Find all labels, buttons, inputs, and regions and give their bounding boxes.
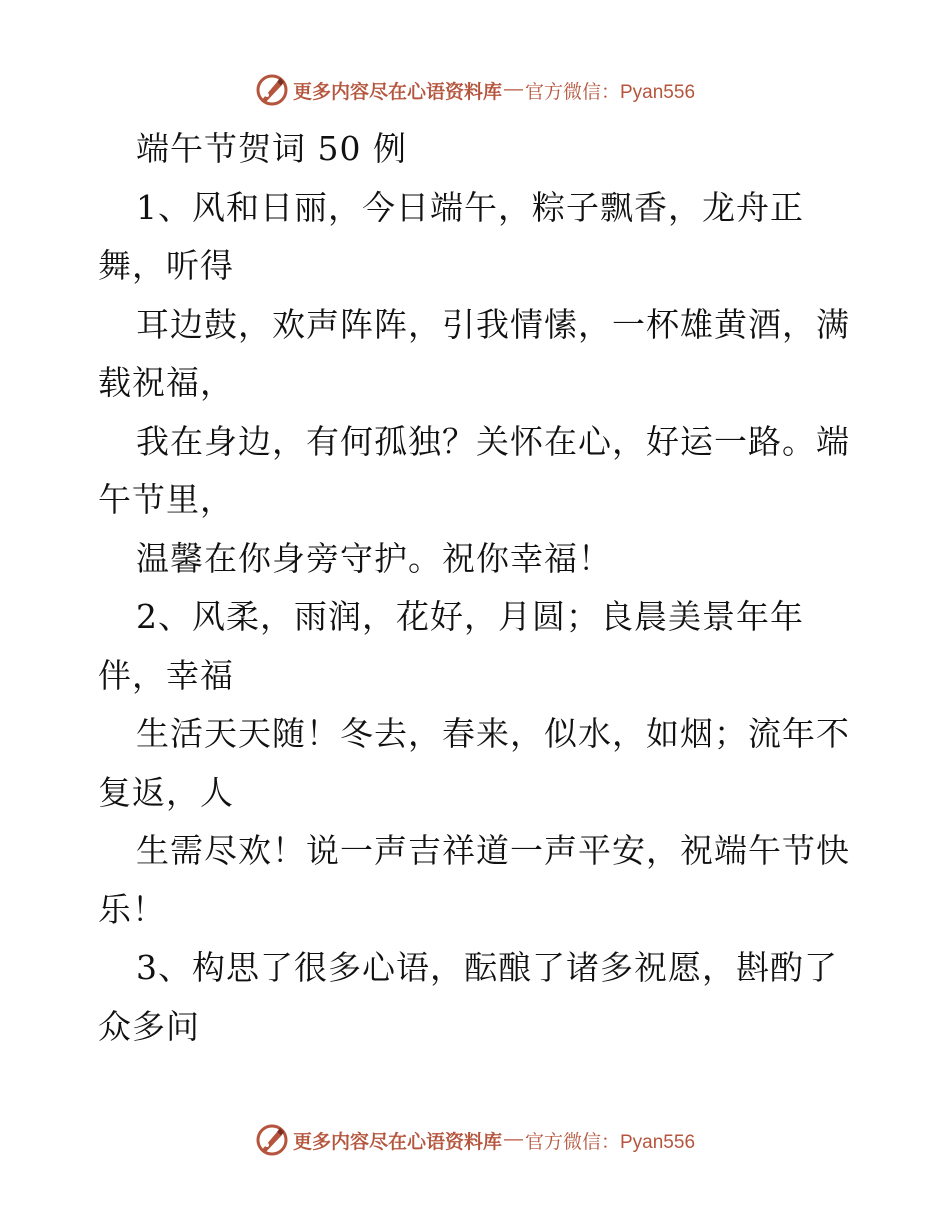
header-wechat-text: 官方微信：Pyan556 xyxy=(525,81,696,103)
paragraph-line: 乐！ xyxy=(98,889,166,929)
paragraph-line: 耳边鼓，欢声阵阵，引我情愫，一杯雄黄酒，满 xyxy=(136,304,850,344)
document-body xyxy=(98,120,858,1056)
paragraph-line: 我在身边，有何孤独？关怀在心，好运一路。端 xyxy=(136,421,850,461)
paragraph-line: 众多问 xyxy=(98,1006,200,1046)
paragraph-line: 伴，幸福 xyxy=(98,655,234,695)
document-lines xyxy=(98,179,858,1057)
paragraph-line: 2、风柔，雨润，花好，月圆；良晨美景年年 xyxy=(136,597,804,636)
header-site-text: 更多内容尽在心语资料库 xyxy=(292,80,502,103)
footer-separator: — xyxy=(504,1129,523,1150)
pen-logo-icon xyxy=(255,1123,289,1157)
paragraph-line: 1、风和日丽，今日端午，粽子飘香，龙舟正 xyxy=(136,187,804,227)
footer-site-text: 更多内容尽在心语资料库 xyxy=(292,1130,502,1153)
paragraph-line: 生活天天随！冬去，春来，似水，如烟；流年不 xyxy=(136,714,850,753)
paragraph-line: 载祝福， xyxy=(98,363,234,402)
paragraph-line: 生需尽欢！说一声吉祥道一声平安，祝端午节快 xyxy=(136,831,850,870)
footer-banner xyxy=(0,1120,950,1160)
header-banner xyxy=(0,70,950,110)
pen-logo-icon xyxy=(255,73,289,107)
paragraph-line: 3、构思了很多心语，酝酿了诸多祝愿，斟酌了 xyxy=(136,948,838,987)
paragraph-line: 复返，人 xyxy=(98,772,234,812)
paragraph-line: 舞，听得 xyxy=(98,246,234,285)
footer-wechat-text: 官方微信：Pyan556 xyxy=(525,1131,696,1153)
paragraph-line: 温馨在你身旁守护。祝你幸福！ xyxy=(136,538,612,578)
paragraph-line: 午节里， xyxy=(98,480,234,519)
document-title: 端午节贺词 50 例 xyxy=(136,129,407,168)
header-separator: — xyxy=(504,79,523,100)
